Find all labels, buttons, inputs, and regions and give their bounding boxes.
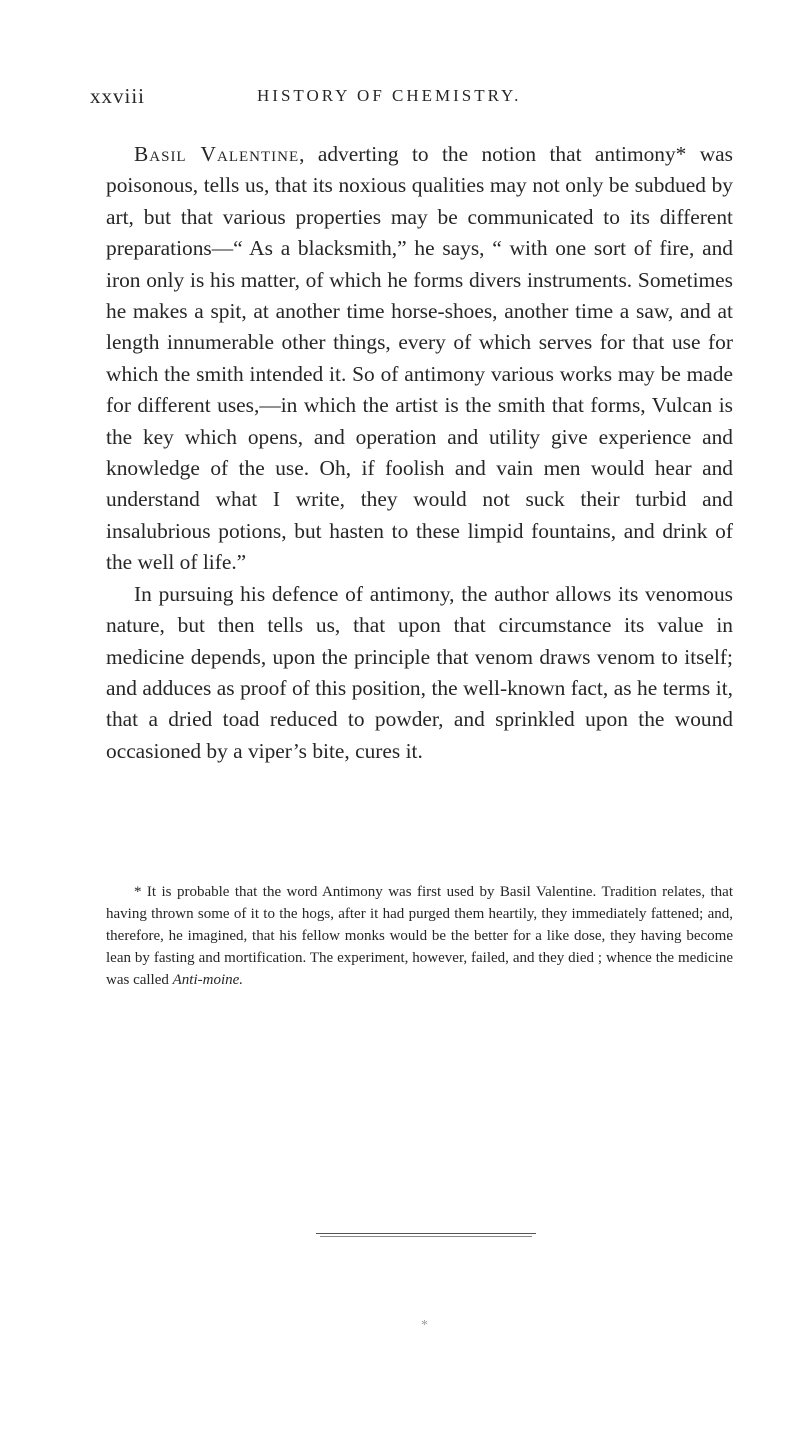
paragraph-1-text: , adverting to the notion that antimony* was poisonous, tells us, that its noxious qualities may not only be subdued by art, but that various properties may be communicated to its different preparations—“ As a blacksmith,” he says, “ with one sort of fire, and iron only is his matter, of which he forms divers instruments. Sometimes he makes a spit, at another time horse-shoes, another time a saw, and at length innumerable other things, every of which serves for that use for which the smith intended it. So of antimony various works may be made for different uses,—in which the artist is the smith that forms, Vulcan is the key which opens, and operation and utility give experience and knowledge of the use. Oh, if foolish and vain men would hear and understand what I write, they would not suck their turbid and insalubrious potions, but hasten to these limpid fountains, and drink of the well of life.” <box>106 142 733 575</box>
paragraph-1 <box>106 139 733 579</box>
running-title: HISTORY OF CHEMISTRY. <box>257 86 522 105</box>
footnote-text: * It is probable that the word Antimony was first used by Basil Valentine. Tradition relates, that having thrown some of it to the hogs, after it had purged them heartily, they immediately fattened; and, therefore, he imagined, that his fellow monks would be the better for a like dose, they having become lean by fasting and mortification. The experiment, however, failed, and they died ; whence the medicine was called <box>106 884 733 988</box>
signature-mark: * <box>421 1318 428 1333</box>
page-number: xxviii <box>90 84 146 108</box>
author-name: Basil Valentine <box>134 142 300 166</box>
paragraph-2: In pursuing his defence of antimony, the author allows its venomous nature, but then tells us, that upon that circumstance its value in medicine depends, upon the principle that venom draws venom to itself; and adduces as proof of this position, the well-known fact, as he terms it, that a dried toad reduced to powder, and sprinkled upon the wound occasioned by a viper’s bite, cures it. <box>106 581 733 763</box>
footnote-italic-term: Anti-moine. <box>172 972 244 988</box>
main-text <box>106 139 733 767</box>
footnote <box>106 881 733 991</box>
footer-rule <box>316 1233 536 1234</box>
footer-rule-secondary <box>320 1236 532 1237</box>
running-head <box>90 84 740 114</box>
